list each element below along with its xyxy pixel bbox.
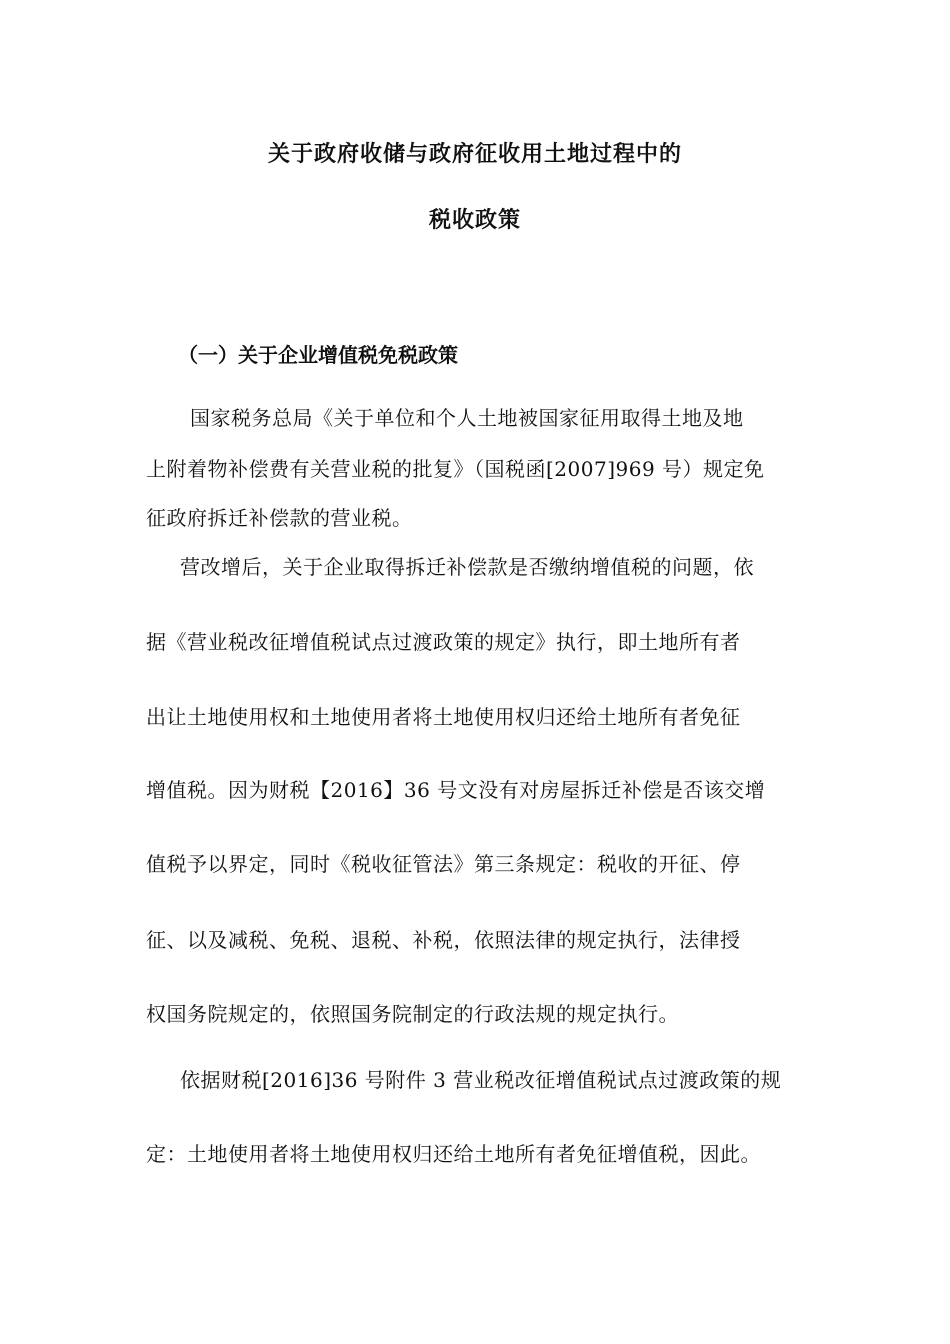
document-title: 关于政府收储与政府征收用土地过程中的: [267, 141, 682, 167]
paragraph-line: 权国务院规定的，依照国务院制定的行政法规的规定执行。: [146, 1002, 679, 1026]
paragraph-line: 定：土地使用者将土地使用权归还给土地所有者免征增值税，因此。: [146, 1142, 761, 1166]
paragraph-line: 征、以及减税、免税、退税、补税，依照法律的规定执行，法律授: [146, 928, 741, 952]
paragraph-line: 增值税。因为财税【2016】36 号文没有对房屋拆迁补偿是否该交增: [146, 778, 766, 802]
paragraph-line: 上附着物补偿费有关营业税的批复》（国税函[2007]969 号）规定免: [146, 457, 765, 481]
paragraph-line: 营改增后，关于企业取得拆迁补偿款是否缴纳增值税的问题，依: [180, 555, 754, 579]
paragraph-line: 国家税务总局《关于单位和个人土地被国家征用取得土地及地: [190, 406, 744, 430]
paragraph-line: 征政府拆迁补偿款的营业税。: [146, 506, 413, 530]
paragraph-line: 据《营业税改征增值税试点过渡政策的规定》执行，即土地所有者: [146, 630, 741, 654]
paragraph-line: 出让土地使用权和土地使用者将土地使用权归还给土地所有者免征: [146, 705, 741, 729]
section-heading: （一）关于企业增值税免税政策: [178, 343, 458, 367]
paragraph-line: 值税予以界定，同时《税收征管法》第三条规定：税收的开征、停: [146, 852, 741, 876]
document-title-line2: 税收政策: [428, 207, 521, 233]
paragraph-line: 依据财税[2016]36 号附件 3 营业税改征增值税试点过渡政策的规: [180, 1068, 782, 1092]
